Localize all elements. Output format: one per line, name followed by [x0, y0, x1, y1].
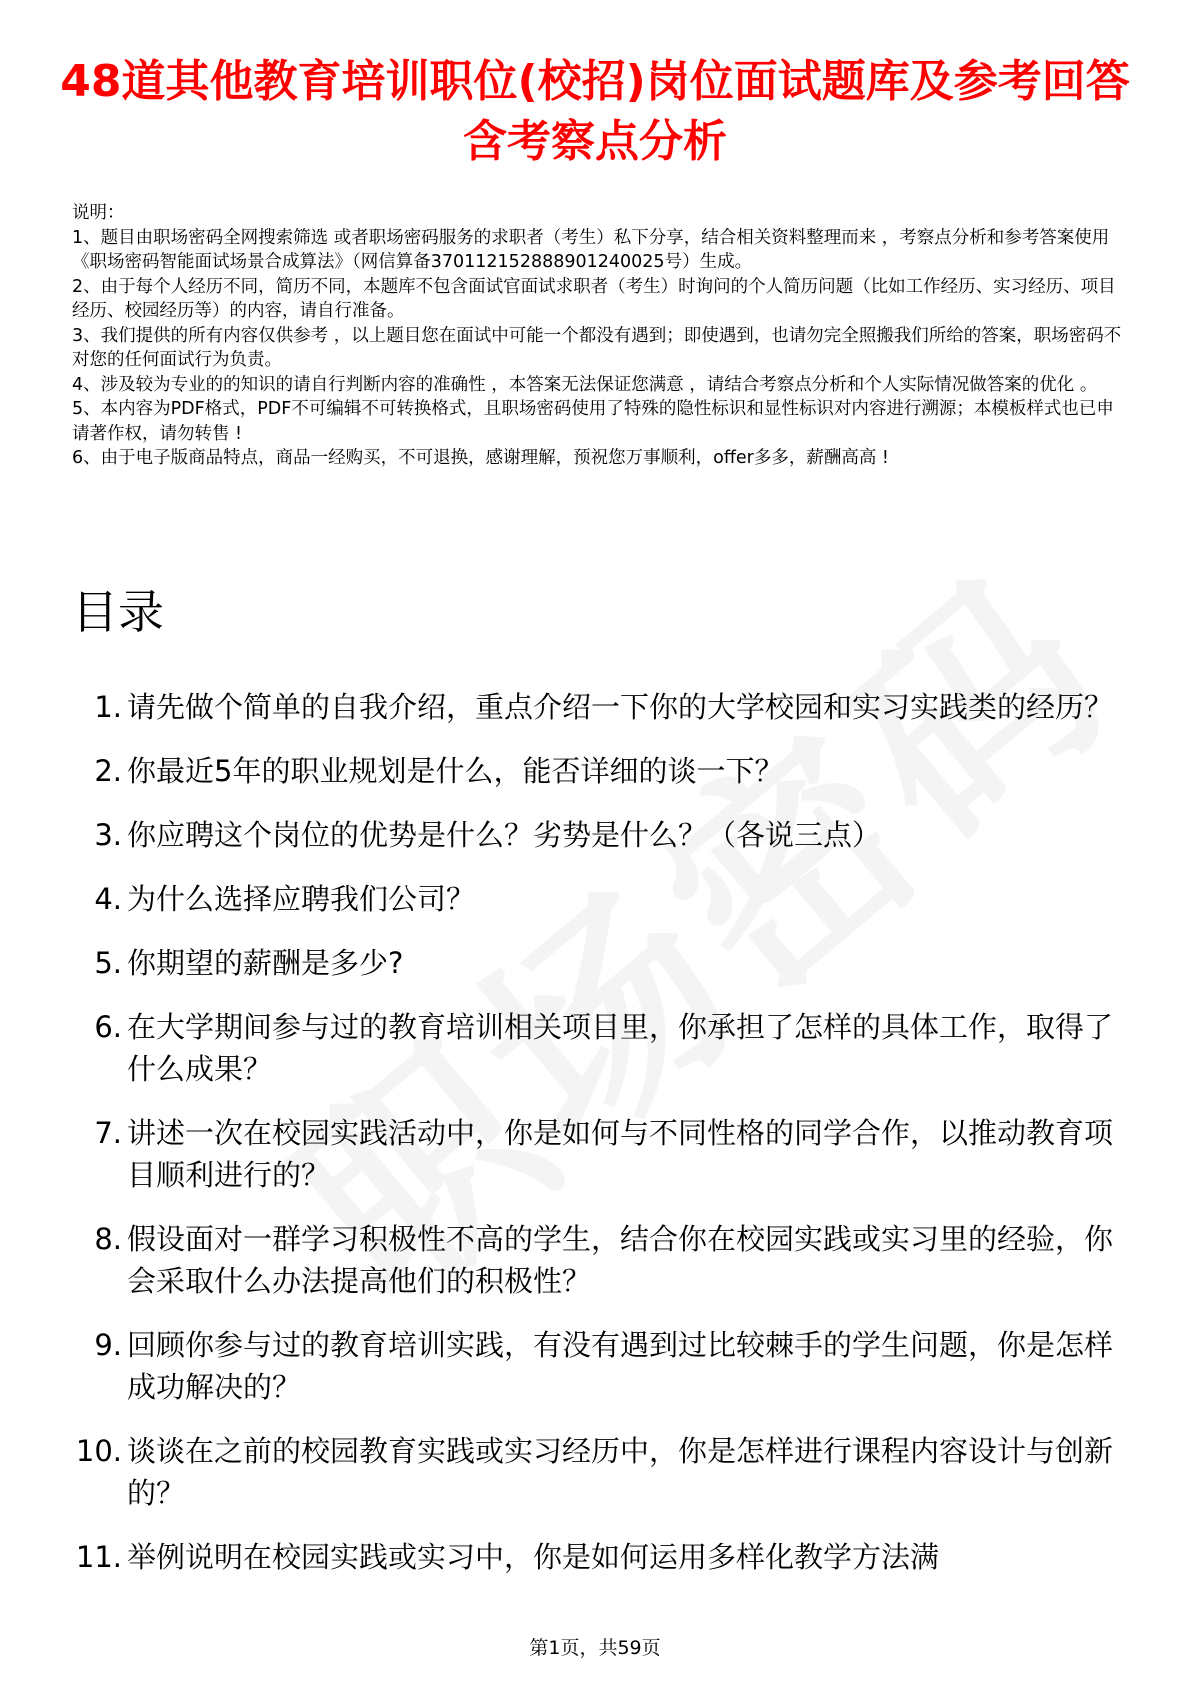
- toc-item[interactable]: [72, 1324, 1132, 1408]
- toc-item-number: 9.: [94, 1328, 122, 1362]
- toc-item-number: 3.: [94, 818, 122, 852]
- toc-item-text: 你期望的薪酬是多少?: [127, 946, 404, 980]
- toc-item[interactable]: [72, 814, 1132, 856]
- toc-item-number: 8.: [94, 1222, 122, 1256]
- toc-item[interactable]: [72, 1112, 1132, 1196]
- notes-line: 4、涉及较为专业的的知识的请自行判断内容的准确性 ，本答案无法保证您满意 ，请结合考察点分析和个人实际情况做答案的优化 。: [72, 374, 1098, 395]
- toc-item-text: 回顾你参与过的教育培训实践，有没有遇到过比较棘手的学生问题，你是怎样成功解决的？: [127, 1328, 1114, 1404]
- notes-section: [72, 201, 1124, 471]
- toc-item-text: 在大学期间参与过的教育培训相关项目里，你承担了怎样的具体工作，取得了什么成果？: [127, 1010, 1114, 1086]
- notes-line: 说明：: [72, 203, 125, 223]
- toc-item-number: 4.: [94, 882, 122, 916]
- toc-item-number: 1.: [94, 690, 122, 724]
- notes-line: 5、本内容为PDF格式，PDF不可编辑不可转换格式，且职场密码使用了特殊的隐性标识和显性标识对内容进行溯源；本模板样式也已申请著作权，请勿转售 !: [72, 399, 1114, 444]
- toc-item-number: 7.: [94, 1116, 122, 1150]
- page-footer: 第1页，共59页: [529, 1637, 661, 1659]
- toc-item-text: 假设面对一群学习积极性不高的学生，结合你在校园实践或实习里的经验，你会采取什么办法提高他们的积极性？: [127, 1222, 1114, 1298]
- toc-item[interactable]: [72, 878, 1132, 920]
- toc-item-number: 11.: [75, 1540, 122, 1574]
- notes-line: 1、题目由职场密码全网搜索筛选 或者职场密码服务的求职者（考生）私下分享，结合相关资料整理而来 ，考察点分析和参考答案使用《职场密码智能面试场景合成算法》（网信算备370112152888901240025号）生成。: [72, 227, 1110, 272]
- toc-item[interactable]: [72, 686, 1132, 728]
- notes-line: 2、由于每个人经历不同，简历不同，本题库不包含面试官面试求职者（考生）时询问的个人简历问题（比如工作经历、实习经历、项目经历、校园经历等）的内容，请自行准备。: [72, 276, 1116, 321]
- toc-item-text: 为什么选择应聘我们公司？: [127, 882, 476, 916]
- toc-item-text: 你应聘这个岗位的优势是什么？劣势是什么？（各说三点）: [127, 818, 882, 852]
- notes-line: 6、由于电子版商品特点，商品一经购买，不可退换，感谢理解，预祝您万事顺利，offer多多，薪酬高高 !: [72, 448, 889, 468]
- toc-item-number: 6.: [94, 1010, 122, 1044]
- table-of-contents: [72, 686, 1132, 1600]
- toc-item-number: 2.: [94, 754, 122, 788]
- toc-item[interactable]: [72, 1006, 1132, 1090]
- toc-item-text: 请先做个简单的自我介绍，重点介绍一下你的大学校园和实习实践类的经历？: [127, 690, 1114, 724]
- toc-item-text: 谈谈在之前的校园教育实践或实习经历中，你是怎样进行课程内容设计与创新的？: [127, 1434, 1114, 1510]
- toc-item[interactable]: [72, 942, 1132, 984]
- toc-item-number: 10.: [75, 1434, 122, 1468]
- toc-item[interactable]: [72, 1218, 1132, 1302]
- toc-item[interactable]: [72, 750, 1132, 792]
- toc-item-text: 举例说明在校园实践或实习中，你是如何运用多样化教学方法满: [127, 1540, 940, 1574]
- toc-item-text: 你最近5年的职业规划是什么，能否详细的谈一下？: [127, 754, 784, 788]
- toc-item[interactable]: [72, 1430, 1132, 1514]
- document-title: 48道其他教育培训职位(校招)岗位面试题库及参考回答含考察点分析: [60, 56, 1130, 167]
- toc-heading: 目录: [72, 585, 164, 639]
- notes-line: 3、我们提供的所有内容仅供参考 ，以上题目您在面试中可能一个都没有遇到；即使遇到，也请勿完全照搬我们所给的答案，职场密码不对您的任何面试行为负责。: [72, 325, 1122, 370]
- toc-item[interactable]: [72, 1536, 1132, 1578]
- toc-item-number: 5.: [94, 946, 122, 980]
- toc-item-text: 讲述一次在校园实践活动中，你是如何与不同性格的同学合作，以推动教育项目顺利进行的？: [127, 1116, 1114, 1192]
